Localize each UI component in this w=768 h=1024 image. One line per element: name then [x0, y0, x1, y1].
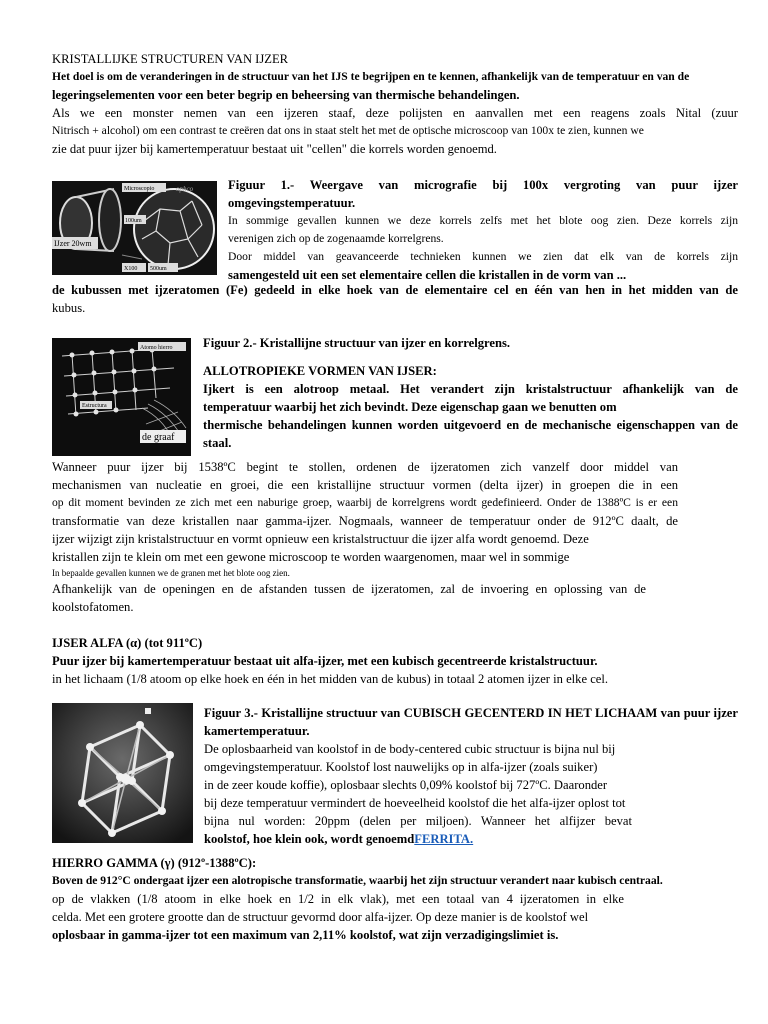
- fig2-body-2: temperatuur waarbij het zich bevindt. Deze eigenschap gaan we benutten om: [203, 400, 617, 414]
- allo-line-6: kristallen zijn te klein om met een gewone microscoop te worden waargenomen, maar wel in sommige: [52, 550, 570, 564]
- after-fig1-line-1: de kubussen met ijzeratomen (Fe) gedeeld in elke hoek van de elementaire cel en één van hen in het midden van de: [52, 283, 738, 297]
- fig1-label-left: IJzer 20wm: [54, 239, 92, 248]
- fig1-caption-2: omgevingstemperatuur.: [228, 196, 356, 210]
- fig1-label-scale: 100um: [125, 218, 142, 224]
- carbon-line-1: Afhankelijk van de openingen en de afstanden tussen de ijzeratomen, zal de invoering en oplossing van de: [52, 582, 646, 596]
- fig2-label-bottom: de graaf: [142, 432, 175, 443]
- fig3-body-6: [204, 830, 738, 848]
- gamma-section: [52, 854, 738, 944]
- fig3-body-5: bijna nul worden: 20ppm (delen per miljoen). Wanneer het alfijzer bevat: [204, 814, 632, 828]
- carbon-line-2: koolstofatomen.: [52, 600, 134, 614]
- fig2-body-4: staal.: [203, 436, 232, 450]
- gamma-heading: HIERRO GAMMA (γ) (912º-1388ºC):: [52, 856, 257, 870]
- fig2-body-3: thermische behandelingen kunnen worden uitgevoerd en de mechanische eigenschappen van de: [203, 418, 738, 432]
- allo-small-note: In bepaalde gevallen kunnen we de granen met het blote oog zien.: [52, 568, 290, 578]
- fig2-caption: Figuur 2.- Kristallijne structuur van ijzer en korrelgrens.: [203, 336, 511, 350]
- fig1-body-1: In sommige gevallen kunnen we deze korrels zelfs met het blote oog zien. Deze korrels zijn: [228, 214, 738, 227]
- figure-1-micrograph: [52, 181, 217, 275]
- fig1-label-bottom1: X100: [124, 266, 138, 272]
- fig3-caption-1: Figuur 3.- Kristallijne structuur van CUBISCH GECENTERD IN HET LICHAAM van puur ijzer: [204, 706, 738, 720]
- intro-line-5: zie dat puur ijzer bij kamertemperatuur bestaat uit "cellen" die korrels worden genoemd.: [52, 142, 497, 156]
- gamma-line-1: Boven de 912°C ondergaat ijzer een alotropische transformatie, waarbij het zijn structuur verandert naar kubisch centraal.: [52, 874, 663, 887]
- alfa-line-1: Puur ijzer bij kamertemperatuur bestaat uit alfa-ijzer, met een kubisch gecentreerde kristalstructuur.: [52, 654, 598, 668]
- fig1-label-top: Microscopio: [124, 186, 155, 192]
- figure-2-crystal-structure: [52, 338, 191, 456]
- intro-line-2: legeringselementen voor een beter begrip en beheersing van thermische behandelingen.: [52, 88, 520, 102]
- fig1-body-4: samengesteld uit een set elementaire cellen die kristallen in de vorm van ...: [228, 268, 627, 282]
- carbon-paragraph: [52, 580, 646, 616]
- intro-line-1: Het doel is om de veranderingen in de structuur van het IJS te begrijpen en te kennen, afhankelijk van de temperatuur en van de: [52, 70, 690, 83]
- allo-line-2: mechanismen van nucleatie en groei, die een kristallijne structuur vormen (delta ijzer) in groepen die in een: [52, 478, 678, 492]
- fig3-last-prefix: koolstof, hoe klein ook, wordt genoemd: [204, 832, 415, 846]
- fig1-caption-1: Figuur 1.- Weergave van micrografie bij 100x vergroting van puur ijzer: [228, 178, 738, 192]
- allotropy-paragraph: [52, 458, 678, 580]
- after-fig1-line-2: kubus.: [52, 301, 86, 315]
- alfa-section: [52, 634, 738, 688]
- alfa-heading: IJSER ALFA (α) (tot 911ºC): [52, 636, 203, 650]
- intro-line-4: Nitrisch + alcohol) om een contrast te creëren dat ons in staat stelt het met de optische microscoop van 100x te zien, kunnen we: [52, 124, 644, 137]
- fig3-body-1: De oplosbaarheid van koolstof in de body-centered cubic structuur is bijna nul bij: [204, 742, 616, 756]
- fig2-body-1: Ijkert is een alotroop metaal. Het verandert zijn kristalstructuur afhankelijk van de: [203, 382, 738, 396]
- figure-3-text: [204, 704, 738, 848]
- intro-line-3: Als we een monster nemen van een ijzeren staaf, deze polijsten en aanvallen met een reagens zoals Nital (zuur: [52, 106, 738, 120]
- gamma-line-4: oplosbaar in gamma-ijzer tot een maximum van 2,11% koolstof, wat zijn verzadigingslimiet is.: [52, 928, 559, 942]
- intro-section: [52, 50, 738, 158]
- fig1-label-brand: ophco: [176, 185, 194, 193]
- figure-1-text: [228, 176, 738, 284]
- alfa-line-2: in het lichaam (1/8 atoom op elke hoek en één in het midden van de kubus) in totaal 2 atomen ijzer in elke cel.: [52, 672, 609, 686]
- fig3-body-3: in de zeer koude koffie), oplosbaar slechts 0,09% koolstof bij 727ºC. Daaronder: [204, 778, 608, 792]
- fig1-body-2: verenigen zich op de zogenaamde korrelgrens.: [228, 232, 444, 245]
- allo-line-5: ijzer wijzigt zijn kristalstructuur en vormt opnieuw een kristalstructuur die ijzer alfa wordt genoemd. Deze: [52, 532, 589, 546]
- fig3-body-4: bij deze temperatuur vermindert de hoeveelheid koolstof die het alfa-ijzer oplost tot: [204, 796, 626, 810]
- gamma-line-2: op de vlakken (1/8 atoom in elke hoek en 1/2 in elk vlak), met een totaal van 4 ijzeratomen in elke: [52, 892, 624, 906]
- allo-line-3: op dit moment bevinden ze zich met een naburige groep, waarbij de korrelgrens wordt gedefinieerd. Onder de 1388ºC is er een: [52, 496, 678, 509]
- page-title: KRISTALLIJKE STRUCTUREN VAN IJZER: [52, 52, 289, 66]
- fig3-body-2: omgevingstemperatuur. Koolstof lost nauwelijks op in alfa-ijzer (zoals suiker): [204, 760, 598, 774]
- figure-3-bcc-structure: [52, 703, 193, 843]
- gamma-line-3: celda. Met een grotere grootte dan de structuur gevormd door alfa-ijzer. Op deze manier is de koolstof wel: [52, 910, 589, 924]
- fig1-label-bottom2: 500um: [150, 266, 167, 272]
- fig3-caption-2: kamertemperatuur.: [204, 724, 310, 738]
- allo-line-4: transformatie van deze kristallen naar gamma-ijzer. Nogmaals, wanneer de temperatuur onder de 912ºC daalt, de: [52, 514, 678, 528]
- fig2-label-top: Atomo hierro: [140, 345, 173, 351]
- ferrita-link[interactable]: FERRITA.: [414, 832, 474, 846]
- figure-2-text: [203, 334, 738, 452]
- fig2-label-mid: Estructura: [82, 403, 107, 409]
- after-figure-1: [52, 281, 738, 317]
- allo-line-1: Wanneer puur ijzer bij 1538ºC begint te stollen, ordenen de ijzeratomen zich vanzelf door middel van: [52, 460, 678, 474]
- allotropy-heading: ALLOTROPIEKE VORMEN VAN IJSER:: [203, 364, 437, 378]
- fig1-body-3: Door middel van geavanceerde technieken kunnen we zien dat elk van de korrels zijn: [228, 250, 738, 263]
